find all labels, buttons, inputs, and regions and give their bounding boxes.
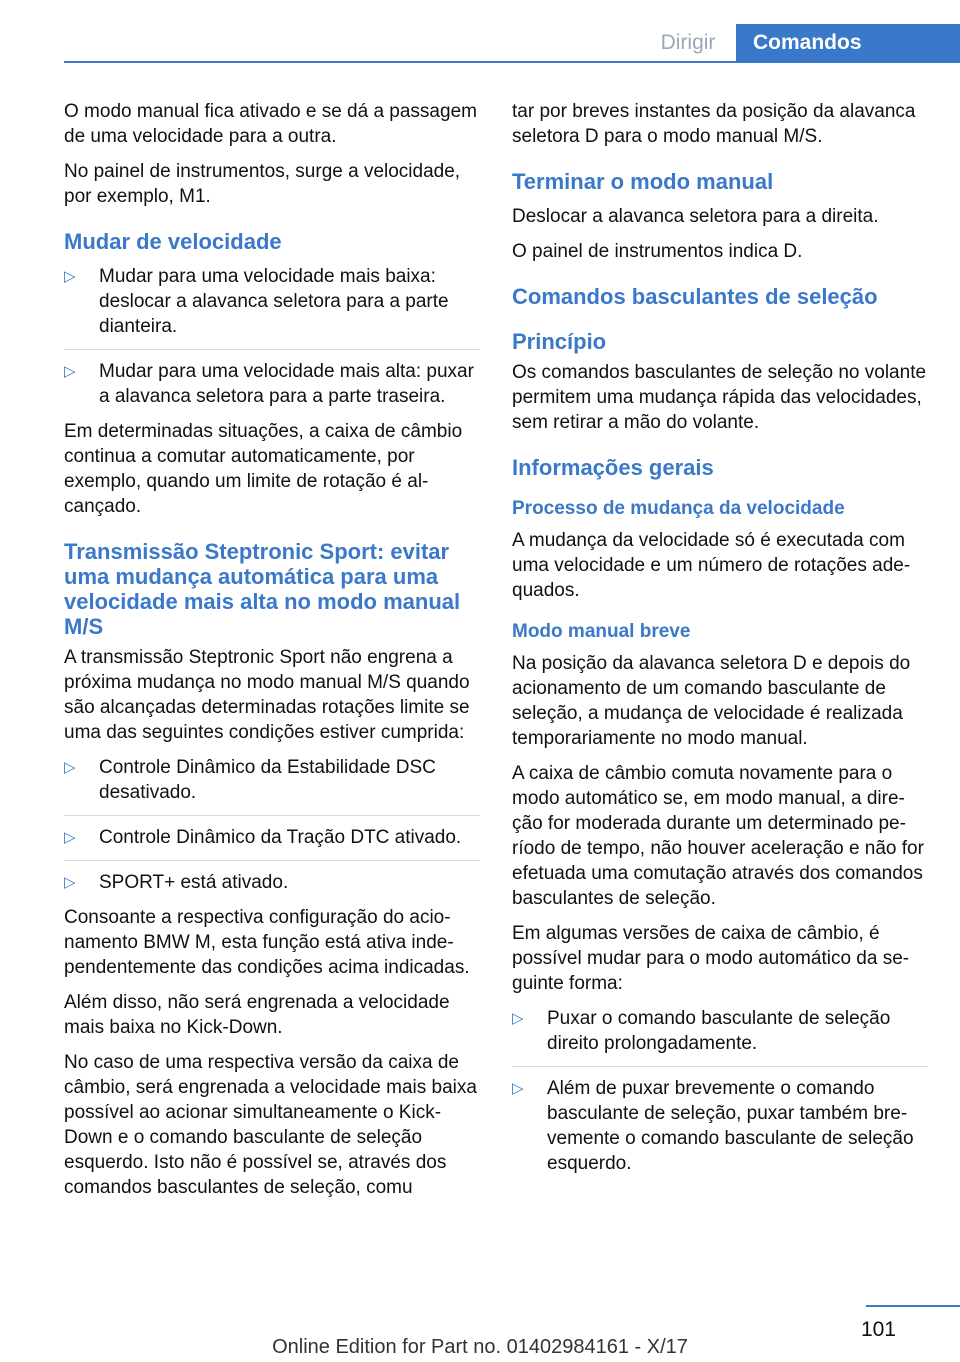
subheading-processo-mudanca: Processo de mudança da velocidade — [512, 498, 845, 519]
list-item — [64, 349, 480, 409]
page-number-rule — [866, 1305, 960, 1307]
paragraph: Deslocar a alavanca seletora para a direita. — [512, 206, 879, 227]
heading-steptronic-sport: Transmissão Steptronic Sport: evitar uma mudança automática para uma velocidade mais alta no modo manual M/S — [64, 539, 461, 639]
list-item-text: Puxar o comando basculante de seleção direito prolongadamente. — [547, 1008, 891, 1054]
triangle-bullet-icon: ▷ — [512, 1010, 524, 1027]
list-item-text: Além de puxar brevemente o comando basculante de seleção, puxar também brevemente o comando basculante de seleção esquerdo. — [547, 1078, 914, 1174]
paragraph: No painel de instrumentos, surge a velocidade, por exemplo, M1. — [64, 161, 461, 207]
heading-terminar-modo-manual: Terminar o modo manual — [512, 169, 774, 194]
paragraph: Em determinadas situações, a caixa de câmbio continua a comutar automaticamente, por exemplo, quando um limite de rotação é alcançado. — [64, 421, 463, 517]
subheading-modo-manual-breve: Modo manual breve — [512, 621, 691, 642]
paragraph: Os comandos basculantes de seleção no volante permitem uma mudança rápida das velocidades, sem retirar a mão do volante. — [512, 362, 927, 433]
paragraph: Além disso, não será engrenada a velocidade mais baixa no Kick-Down. — [64, 992, 450, 1038]
list-item-text: Controle Dinâmico da Tração DTC ativado. — [99, 827, 462, 848]
triangle-bullet-icon: ▷ — [64, 829, 76, 846]
right-column — [512, 99, 928, 1186]
section-tab[interactable]: Dirigir — [660, 31, 716, 54]
paragraph: A transmissão Steptronic Sport não engrena a próxima mudança no modo manual M/S quando são alcançadas determinadas rotações limite se uma das seguintes condições estiver cumprida: — [64, 647, 470, 743]
list-item-text: SPORT+ está ativado. — [99, 872, 289, 893]
bullet-list — [512, 1006, 928, 1176]
left-column — [64, 99, 480, 1210]
list-item — [512, 1066, 928, 1176]
paragraph: tar por breves instantes da posição da alavanca seletora D para o modo manual M/S. — [512, 101, 916, 147]
heading-mudar-velocidade: Mudar de velocidade — [64, 229, 282, 254]
paragraph: O painel de instrumentos indica D. — [512, 241, 803, 262]
paragraph: No caso de uma respectiva versão da caixa de câmbio, será engrenada a velocidade mais baixa possível ao acionar simultaneamente o Kick-Down e o comando basculante de seleção esquerdo. Isto não é possível se, através dos comandos basculantes de seleção, comu — [64, 1052, 477, 1198]
page-number: 101 — [860, 1318, 896, 1341]
triangle-bullet-icon: ▷ — [512, 1080, 524, 1097]
bullet-list — [64, 755, 480, 895]
list-item — [512, 1006, 928, 1056]
paragraph: A caixa de câmbio comuta novamente para o modo automático se, em modo manual, a direção for moderada durante um determinado período de tempo, não houver aceleração e não for efetuada uma comutação através dos comandos basculantes de seleção. — [512, 763, 924, 909]
bullet-list — [64, 264, 480, 409]
chapter-tab[interactable]: Comandos — [736, 24, 960, 62]
heading-informacoes-gerais: Informações gerais — [512, 455, 714, 480]
paragraph: Consoante a respectiva configuração do acionamento BMW M, esta função está ativa independentemente das condições acima indicadas. — [64, 907, 470, 978]
paragraph: Em algumas versões de caixa de câmbio, é possível mudar para o modo automático da seguinte forma: — [512, 923, 910, 994]
list-item-text: Controle Dinâmico da Estabilidade DSC desativado. — [99, 757, 436, 803]
heading-principio: Princípio — [512, 329, 607, 354]
list-item — [64, 755, 480, 805]
list-item — [64, 860, 480, 895]
triangle-bullet-icon: ▷ — [64, 874, 76, 891]
triangle-bullet-icon: ▷ — [64, 759, 76, 776]
heading-comandos-basculantes: Comandos basculantes de seleção — [512, 284, 878, 309]
list-item-text: Mudar para uma velocidade mais alta: puxar a alavanca seletora para a parte traseira. — [99, 361, 474, 407]
list-item-text: Mudar para uma velocidade mais baixa: deslocar a alavanca seletora para a parte dianteira. — [99, 266, 449, 337]
paragraph: Na posição da alavanca seletora D e depois do acionamento de um comando basculante de seleção, a mudança de velocidade é realizada temporariamente no modo manual. — [512, 653, 911, 749]
paragraph: O modo manual fica ativado e se dá a passagem de uma velocidade para a outra. — [64, 101, 477, 147]
list-item — [64, 815, 480, 850]
paragraph: A mudança da velocidade só é executada com uma velocidade e um número de rotações adequados. — [512, 530, 911, 601]
footer-edition: Online Edition for Part no. 01402984161 - X/17 — [272, 1336, 688, 1358]
triangle-bullet-icon: ▷ — [64, 268, 76, 285]
list-item — [64, 264, 480, 339]
triangle-bullet-icon: ▷ — [64, 363, 76, 380]
